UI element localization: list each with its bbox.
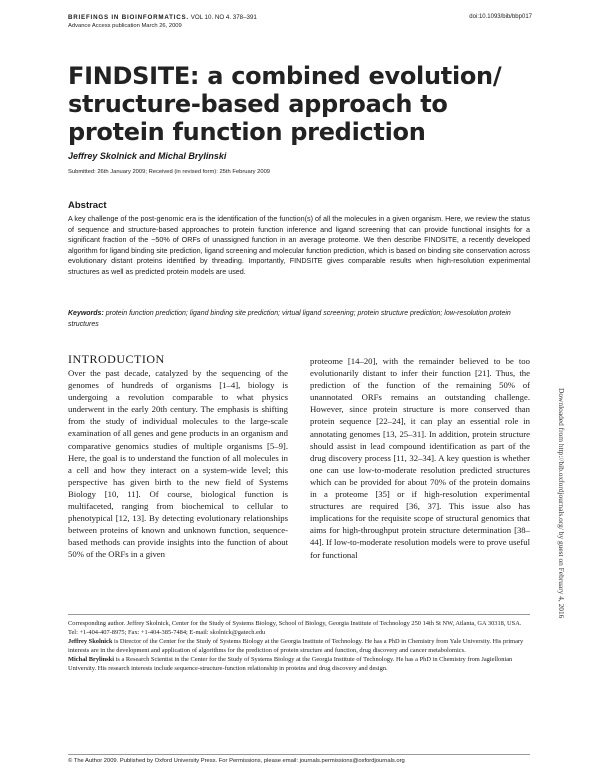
author-bio-1-name: Jeffrey Skolnick (68, 638, 113, 646)
submission-dates: Submitted: 26th January 2009; Received (in revised form): 25th February 2009 (68, 169, 271, 175)
abstract-text: A key challenge of the post-genomic era is the identification of the function(s) of all the molecules in a given organism. Here, we review the status of sequence and structure-based approaches to protein function inference and ligand screening that can provide functional insights for a significant fraction of the ~50% of ORFs of unassigned function in an average proteome. We then describe FINDSITE, a recently developed algorithm for ligand binding site prediction, ligand screening and molecular function prediction, which is based on binding site conservation across evolutionary distant proteins identified by threading. Importantly, FINDSITE gives comparable results when high-resolution experimental structures as well as predicted protein models are used. (68, 214, 530, 276)
introduction-right-column: proteome [14–20], with the remainder believed to be too evolutionarily distant to infer their function [21]. Thus, the prediction of the function of the remaining 50% of unannotated ORFs remains an outstanding challenge. However, since protein structure is more conserved than protein sequence [22–24], it can play an essential role in annotating genomes [13, 25–31]. In addition, protein structure should assist in lead compound identification as part of the drug discovery process [11, 32–34]. A key question is whether one can use low-to-moderate resolution predicted structures which can be provided for about 70% of the protein domains in a proteome [35] or if high-resolution experimental structures are required [36, 37]. This issue also has implications for the requisite scope of structural genomics that aims for high-throughput protein structure determination [38–44]. If low-to-moderate resolution models were to prove useful for functional (310, 356, 530, 560)
copyright-line: © The Author 2009. Published by Oxford University Press. For Permissions, please email: journals.permissions@oxfordjournals.org (68, 754, 530, 764)
author-bio-2-name: Michal Brylinski (68, 656, 114, 664)
article-title: FINDSITE: a combined evolution/ structure-based approach to protein function prediction (68, 62, 502, 146)
introduction-left-column: Over the past decade, catalyzed by the sequencing of the genomes of hundreds of organisms [1–4], biology is undergoing a revolution comparable to what physics underwent in the early 20th century. The emphasis is shifting from the study of individual molecules to the large-scale examination of all genes and gene products in an organism and comparative genomics studies of multiple organisms [5–9]. Here, the goal is to understand the function of all molecules in a cell and how they interact on a system-wide level; this perspective has given birth to the new field of Systems Biology [10, 11]. Of course, biological function is multifaceted, ranging from biochemical to cellular to phenotypical [12, 13]. By detecting evolutionary relationships between proteins of known and unknown function, sequence-based methods can provide insights into the function of about 50% of the ORFs in a given (68, 368, 288, 560)
author-bio-1 (68, 637, 530, 655)
keywords (68, 309, 530, 330)
keywords-label: Keywords: (68, 310, 104, 317)
advance-access: Advance Access publication March 26, 2009 (68, 23, 182, 29)
corresponding-author: Corresponding author. Jeffrey Skolnick, Center for the Study of Systems Biology, School of Biology, Georgia Institute of Technology 250 14th St NW, Atlanta, GA 30318, USA. Tel: +1-404-407-8975; Fax: +1-404-385-7484; E-mail: skolnick@gatech.edu (68, 620, 522, 637)
download-watermark-text[interactable]: Downloaded from http://bib.oxfordjournals.org/ by guest on February 4, 2016 (557, 388, 566, 619)
journal-name: BRIEFINGS IN BIOINFORMATICS. (68, 14, 189, 21)
doi[interactable]: doi:10.1093/bib/bbp017 (469, 14, 532, 20)
keywords-values: protein function prediction; ligand binding site prediction; virtual ligand screening; protein structure prediction; low-resolution protein structures (68, 310, 511, 328)
volume-info: VOL 10. NO 4. 378–391 (190, 14, 257, 21)
author-bio-2 (68, 655, 530, 673)
article-authors: Jeffrey Skolnick and Michal Brylinski (68, 151, 227, 161)
footnotes (68, 614, 530, 674)
author-bio-2-text: is a Research Scientist in the Center for the Study of Systems Biology at the Georgia Institute of Technology. He has a PhD in Chemistry from Jagiellonian University. His research interests include sequence-structure-function relationship in proteins and drug discovery and design. (68, 656, 513, 673)
introduction-heading: INTRODUCTION (68, 352, 165, 366)
journal-header (68, 14, 528, 22)
author-bio-1-text: is Director of the Center for the Study of Systems Biology at the Georgia Institute of Technology. He has a PhD in Chemistry from Yale University. His primary interests are in the development and application of algorithms for the prediction of protein structure and function, drug discovery and cancer metabolomics. (68, 638, 524, 655)
abstract-heading: Abstract (68, 200, 107, 211)
